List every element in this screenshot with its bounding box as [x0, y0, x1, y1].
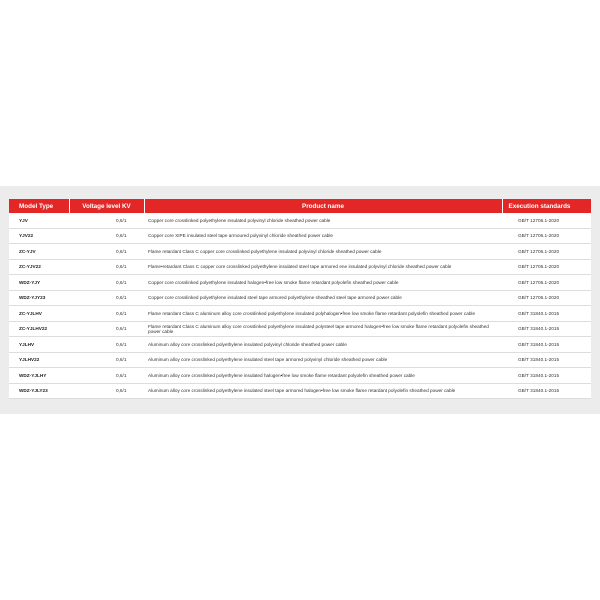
table-row [9, 228, 591, 244]
cell-execution-standard: GB/T 31840.1-2015 [502, 321, 591, 337]
table-row [9, 337, 591, 353]
table-row [9, 352, 591, 368]
cell-voltage-level: 0,6/1 [69, 275, 144, 291]
cell-execution-standard: GB/T 12706.1-2020 [502, 275, 591, 291]
cell-model-type: YJV [9, 213, 69, 228]
header-product-name: Product name [144, 199, 502, 213]
table-row [9, 275, 591, 291]
cell-voltage-level: 0,6/1 [69, 321, 144, 337]
cell-product-name: Flame retardant Class C copper core crosslinked polyethylene insulated polyvinyl chloride sheathed power cable [144, 244, 502, 260]
table-row [9, 383, 591, 399]
table-row [9, 259, 591, 275]
cell-model-type: WDZ-YJY23 [9, 290, 69, 306]
cell-voltage-level: 0,6/1 [69, 228, 144, 244]
cell-model-type: WDZ-YJY [9, 275, 69, 291]
cell-execution-standard: GB/T 12706.1-2020 [502, 244, 591, 260]
cell-voltage-level: 0,6/1 [69, 306, 144, 322]
cell-product-name: Aluminum alloy core crosslinked polyethylene insulated steel tape armored polyvinyl chloride sheathed power cable [144, 352, 502, 368]
cell-execution-standard: GB/T 12706.1-2020 [502, 259, 591, 275]
cell-execution-standard: GB/T 31840.1-2015 [502, 368, 591, 384]
cell-execution-standard: GB/T 31840.1-2015 [502, 306, 591, 322]
cell-execution-standard: GB/T 31840.1-2015 [502, 383, 591, 399]
table-row [9, 306, 591, 322]
cell-execution-standard: GB/T 31840.1-2015 [502, 337, 591, 353]
cell-product-name: Aluminum alloy core crosslinked polyethylene insulated polyvinyl chloride sheathed power cable [144, 337, 502, 353]
cell-voltage-level: 0,6/1 [69, 244, 144, 260]
cell-product-name: Copper core crosslinked polyethylene insulated steel tape armored polyethylene sheathed steel tape armored power cable [144, 290, 502, 306]
header-model-type: Model Type [9, 199, 69, 213]
table-header-row [9, 199, 591, 213]
cell-product-name: Aluminum alloy core crosslinked polyethylene insulated steel tape armored halogen•free low smoke flame retardant polyolefin sheathed power cable [144, 383, 502, 399]
cell-voltage-level: 0,6/1 [69, 213, 144, 228]
cell-execution-standard: GB/T 12706.1-2020 [502, 213, 591, 228]
cell-product-name: Flame•retardant Class C copper core crosslinked polyethylene insulated steel tape armored ene insulated polyvinyl chloride sheathed power cable [144, 259, 502, 275]
table-row [9, 244, 591, 260]
cell-voltage-level: 0,6/1 [69, 352, 144, 368]
cell-product-name: Aluminum alloy core crosslinked polyethylene insulated halogen•free low smoke flame retardant polyolefin sheathed power cable [144, 368, 502, 384]
cell-model-type: WDZ-YJLHY [9, 368, 69, 384]
cell-model-type: ZC-YJLHV [9, 306, 69, 322]
cell-model-type: YJLHV22 [9, 352, 69, 368]
cell-execution-standard: GB/T 31840.1-2015 [502, 352, 591, 368]
cell-execution-standard: GB/T 12706.1-2020 [502, 228, 591, 244]
cell-product-name: Copper core XIPE insulated steel tape armoured polyvinyl chloride sheathed power cable [144, 228, 502, 244]
cell-product-name: Flame retardant Class C aluminum alloy core crosslinked polyethylene insulated polysteel tape armored halogen•free low smoke flame retardant polyolefin sheathed power cable [144, 321, 502, 337]
cell-voltage-level: 0,6/1 [69, 383, 144, 399]
header-execution-standards: Execution standards [502, 199, 591, 213]
cell-voltage-level: 0,6/1 [69, 337, 144, 353]
cell-product-name: Copper core crosslinked polyethylene insulated halogen•free low smoke flame retardant polyolefin sheathed power cable [144, 275, 502, 291]
table-row [9, 368, 591, 384]
cell-model-type: ZC-YJV22 [9, 259, 69, 275]
cell-model-type: ZC-YJV [9, 244, 69, 260]
table-row [9, 290, 591, 306]
table-row [9, 321, 591, 337]
table-row [9, 213, 591, 228]
cell-product-name: Flame retardant Class C aluminum alloy core crosslinked polyethylene insulated polyhalogen•free low smoke flame retardant polyolefin sheathed power cable [144, 306, 502, 322]
cable-spec-table [9, 199, 591, 399]
header-voltage-level: Voltage level KV [69, 199, 144, 213]
cell-voltage-level: 0,6/1 [69, 368, 144, 384]
cell-execution-standard: GB/T 12706.1-2020 [502, 290, 591, 306]
cell-model-type: YJV22 [9, 228, 69, 244]
cell-model-type: YJLHV [9, 337, 69, 353]
cell-product-name: Copper core crosslinked polyethylene insulated polyvinyl chloride sheathed power cable [144, 213, 502, 228]
cell-model-type: WDZ-YJLY23 [9, 383, 69, 399]
cell-voltage-level: 0,6/1 [69, 290, 144, 306]
cell-model-type: ZC-YJLHV22 [9, 321, 69, 337]
cell-voltage-level: 0,6/1 [69, 259, 144, 275]
